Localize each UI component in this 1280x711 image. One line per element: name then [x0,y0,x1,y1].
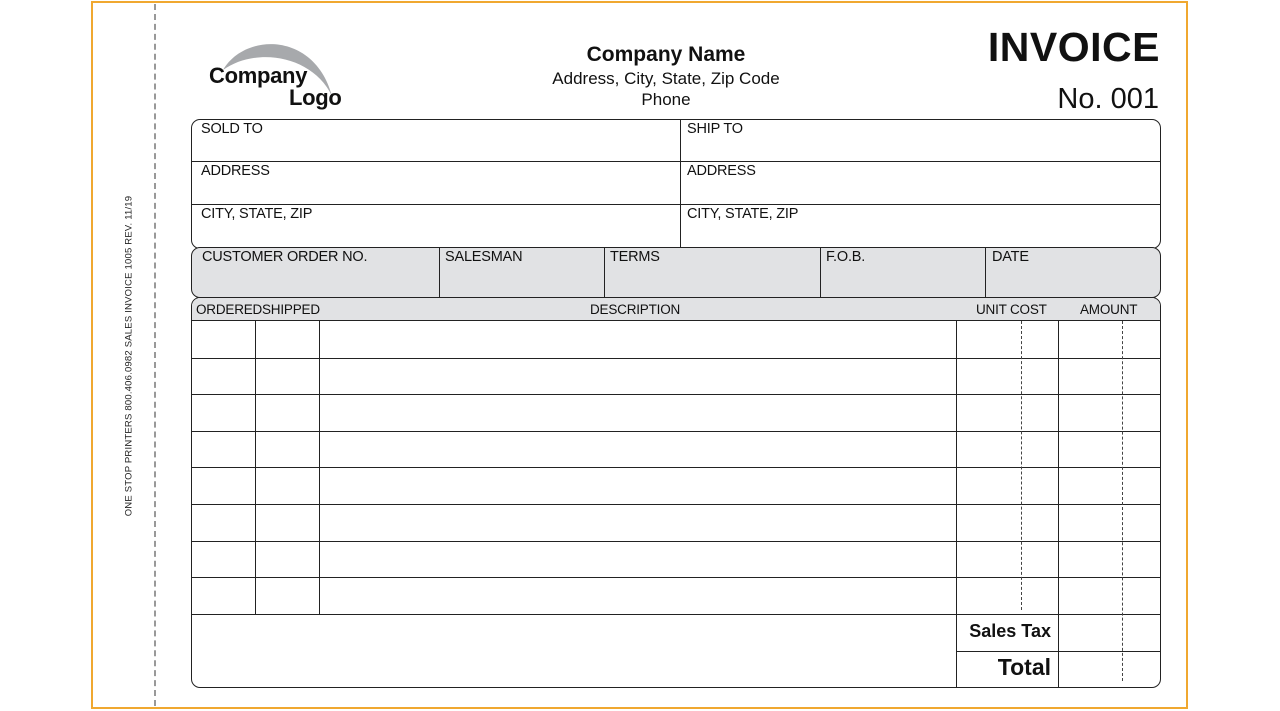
terms-field[interactable]: TERMS [610,249,660,265]
order-divider [985,248,986,297]
line-item-row[interactable] [192,467,1160,504]
ship-to-address-field[interactable]: ADDRESS [687,163,756,179]
line-item-row[interactable] [192,358,1160,395]
column-divider [956,321,957,687]
line-item-row[interactable] [192,577,1160,614]
total-label: Total [997,654,1051,680]
printer-side-note: ONE STOP PRINTERS 800.406.0982 SALES INVOICE 1005 REV. 11/19 [123,195,135,517]
address-divider [680,120,681,248]
line-item-row[interactable] [192,541,1160,578]
col-amount-header: AMOUNT [1080,302,1138,317]
col-ordered-header: ORDERED [196,302,263,317]
logo-text-logo: Logo [289,85,342,110]
address-row-divider [192,204,1160,205]
invoice-number: No. 001 [1057,83,1159,115]
invoice-title: INVOICE [987,24,1160,70]
col-shipped-header: SHIPPED [262,302,320,317]
line-item-row[interactable] [192,394,1160,431]
order-divider [604,248,605,297]
line-items-table [191,297,1161,688]
order-divider [820,248,821,297]
perforation-line [154,4,156,706]
date-field[interactable]: DATE [992,249,1029,265]
table-row [192,614,1160,615]
col-description-header: DESCRIPTION [590,302,681,317]
address-section [191,119,1161,249]
sold-to-city-field[interactable]: CITY, STATE, ZIP [201,206,313,222]
order-divider [439,248,440,297]
ship-to-city-field[interactable]: CITY, STATE, ZIP [687,206,799,222]
salesman-field[interactable]: SALESMAN [445,249,523,265]
address-row-divider [192,161,1160,162]
logo-text-company: Company [209,63,308,88]
unit-cost-cents-divider [1021,321,1022,610]
sold-to-field[interactable]: SOLD TO [201,121,263,137]
column-divider [255,321,256,614]
order-info-section [191,247,1161,298]
customer-order-no-field[interactable]: CUSTOMER ORDER NO. [202,249,368,265]
line-item-row[interactable] [192,431,1160,468]
company-logo [205,38,350,112]
company-address: Address, City, State, Zip Code [552,69,780,88]
company-name: Company Name [586,43,746,66]
table-header [192,298,1160,321]
line-item-row[interactable] [192,504,1160,541]
company-phone: Phone [641,90,691,109]
amount-cents-divider [1122,321,1123,681]
sold-to-address-field[interactable]: ADDRESS [201,163,270,179]
col-unit-cost-header: UNIT COST [976,302,1047,317]
sales-tax-label: Sales Tax [969,621,1051,641]
ship-to-field[interactable]: SHIP TO [687,121,743,137]
line-item-row[interactable] [192,321,1160,358]
fob-field[interactable]: F.O.B. [826,249,866,265]
column-divider [1058,321,1059,687]
column-divider [319,321,320,614]
company-header [466,42,866,110]
